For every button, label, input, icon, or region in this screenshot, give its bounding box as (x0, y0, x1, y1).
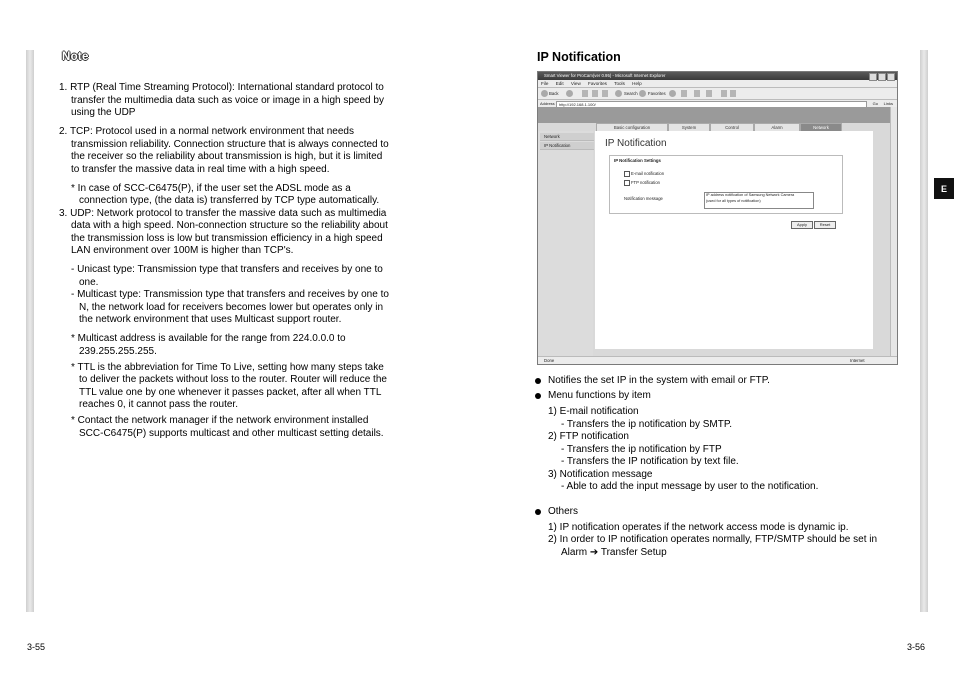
links-label[interactable]: Links (883, 101, 893, 106)
apply-button[interactable]: Apply (791, 221, 813, 229)
tab-basic-configuration[interactable]: Basic configuration (596, 123, 668, 133)
text-line: * TTL is the abbreviation for Time To Live, setting how many steps take (71, 362, 384, 373)
text-line: * In case of SCC-C6475(P), if the user set the ADSL mode as a (71, 183, 351, 194)
nav-item-network[interactable]: Network (540, 133, 594, 141)
text-line: - Multicast type: Transmission type that transfers and receives by one to (71, 289, 389, 300)
bullet-icon (535, 509, 541, 515)
bullet-icon (535, 393, 541, 399)
left-nav (538, 131, 593, 356)
reset-button[interactable]: Reset (814, 221, 836, 229)
menu-item[interactable]: Edit (555, 81, 564, 86)
zone-text: Internet (850, 358, 865, 363)
page-title: IP Notification (605, 138, 667, 149)
refresh-icon[interactable] (592, 90, 598, 97)
back-icon[interactable] (541, 90, 548, 97)
ftp-checkbox[interactable] (624, 180, 630, 186)
menu-bar (538, 80, 897, 88)
text-line: 239.255.255.255. (79, 346, 157, 357)
message-line-2: (used for all types of notification) (706, 198, 761, 203)
text-line: * Contact the network manager if the network environment installed (71, 415, 369, 426)
main-pane (595, 131, 873, 349)
stop-icon[interactable] (582, 90, 588, 97)
window-titlebar (538, 72, 897, 80)
discuss-icon[interactable] (721, 90, 727, 97)
favorites-label[interactable]: Favorites (648, 91, 666, 96)
header-strip (538, 107, 897, 123)
text-line: 1) E-mail notification (548, 406, 639, 417)
note-title: Note (62, 51, 89, 63)
tab-system[interactable]: System (668, 123, 710, 133)
favorites-icon[interactable] (639, 90, 646, 97)
text-line: - Transfers the ip notification by SMTP. (561, 419, 733, 430)
text-line: - Able to add the input message by user to the notification. (561, 481, 819, 492)
history-icon[interactable] (669, 90, 676, 97)
toolbar (538, 88, 897, 100)
text-line: Menu functions by item (548, 390, 651, 401)
text-line: Alarm ➔ Transfer Setup (561, 547, 667, 558)
text-line: connection type, (the data is) transferred by TCP type automatically. (79, 195, 380, 206)
text-line: N, the network load for receivers becomes lower but operates only in (79, 302, 384, 313)
status-bar (538, 356, 897, 364)
nav-item-ip-notification[interactable]: IP Notification (540, 142, 594, 150)
search-icon[interactable] (615, 90, 622, 97)
web-content (538, 107, 897, 356)
text-line: SCC-C6475(P) supports multicast and other multicast setting details. (79, 428, 384, 439)
text-line: 2) FTP notification (548, 431, 629, 442)
forward-icon[interactable] (566, 90, 573, 97)
tab-alarm[interactable]: Alarm (754, 123, 800, 133)
section-title: IP Notification (537, 50, 621, 64)
menu-item[interactable]: Help (632, 81, 642, 86)
window-title: Smart Viewer for ProCam(ver 0.95) - Microsoft Internet Explorer (544, 73, 666, 78)
text-line: 3. UDP: Network protocol to transfer the massive data such as multimedia (59, 208, 387, 219)
text-line: transmission reliability. Connection structure that is always connected to (71, 139, 389, 150)
text-line: the network environment that uses Multicast support router. (79, 314, 342, 325)
address-label: Address (540, 101, 555, 106)
text-line: using the UDP (71, 107, 136, 118)
tab-network[interactable]: Network (800, 123, 842, 133)
text-line: 3) Notification message (548, 469, 653, 480)
ftp-label: FTP notification (631, 180, 661, 185)
text-line: 2) In order to IP notification operates normally, FTP/SMTP should be set in (548, 534, 878, 545)
text-line: 2. TCP: Protocol used in a normal network environment that needs (59, 126, 354, 137)
close-icon[interactable] (887, 73, 895, 81)
status-text: Done (544, 358, 555, 363)
menu-item[interactable]: Favorites (588, 81, 607, 86)
address-input[interactable]: http://192.168.1.100/ (556, 101, 867, 108)
settings-panel (609, 155, 843, 214)
home-icon[interactable] (602, 90, 608, 97)
message-line-1: IP address notification of Samsung Network Camera (706, 193, 795, 197)
page-number-right: 3-56 (907, 642, 926, 652)
text-line: transfer the multimedia data such as voice or image in a high speed by (71, 95, 384, 106)
text-line: to deliver the packets without loss to the router. Router will reduce the (79, 374, 387, 385)
text-line: LAN environment over 100M is higher than TCP's. (71, 245, 294, 256)
email-label: E-mail notification (631, 171, 665, 176)
mail-icon[interactable] (681, 90, 687, 97)
scrollbar[interactable] (890, 107, 897, 356)
text-line: TTL value one by one whenever it passes packet, after all when TTL (79, 387, 382, 398)
left-edge-bar (26, 50, 34, 612)
message-input[interactable] (704, 192, 814, 209)
text-line: - Transfers the ip notification by FTP (561, 444, 722, 455)
text-line: 1) IP notification operates if the network access mode is dynamic ip. (548, 522, 849, 533)
menu-item[interactable]: View (570, 81, 581, 86)
maximize-icon[interactable] (878, 73, 886, 81)
edit-icon[interactable] (706, 90, 712, 97)
text-line: data with a high speed. Non-connection structure so the reliability about (71, 220, 388, 231)
email-checkbox[interactable] (624, 171, 630, 177)
minimize-icon[interactable] (869, 73, 877, 81)
text-line: to transfer the massive data in real time with a high speed. (71, 164, 330, 175)
text-line: Notifies the set IP in the system with email or FTP. (548, 375, 770, 386)
menu-item[interactable]: Tools (614, 81, 625, 86)
language-tab: E (934, 178, 954, 199)
back-label[interactable]: Back (549, 91, 559, 96)
search-label[interactable]: Search (624, 91, 638, 96)
settings-title: IP Notification Settings (614, 158, 661, 163)
page-number-left: 3-55 (27, 642, 46, 652)
go-button[interactable]: Go (872, 101, 878, 106)
text-line: - Transfers the IP notification by text file. (561, 456, 739, 467)
text-line: * Multicast address is available for the range from 224.0.0.0 to (71, 333, 346, 344)
text-line: - Unicast type: Transmission type that transfers and receives by one to (71, 264, 383, 275)
text-line: Others (548, 506, 579, 517)
right-edge-bar (920, 50, 928, 612)
browser-screenshot (537, 71, 898, 365)
message-label: Notification message (624, 196, 663, 201)
messenger-icon[interactable] (730, 90, 736, 97)
print-icon[interactable] (694, 90, 700, 97)
tab-control[interactable]: Control (710, 123, 754, 133)
text-line: one. (79, 277, 99, 288)
menu-item[interactable]: File (541, 81, 549, 86)
text-line: the receiver so the reliability about transmission is high, but it is limited (71, 151, 383, 162)
text-line: reaches 0, it cannot pass the router. (79, 399, 238, 410)
bullet-icon (535, 378, 541, 384)
text-line: 1. RTP (Real Time Streaming Protocol): International standard protocol to (59, 82, 384, 93)
text-line: the transmission loss is low but transmission efficiency in a high speed (71, 233, 383, 244)
